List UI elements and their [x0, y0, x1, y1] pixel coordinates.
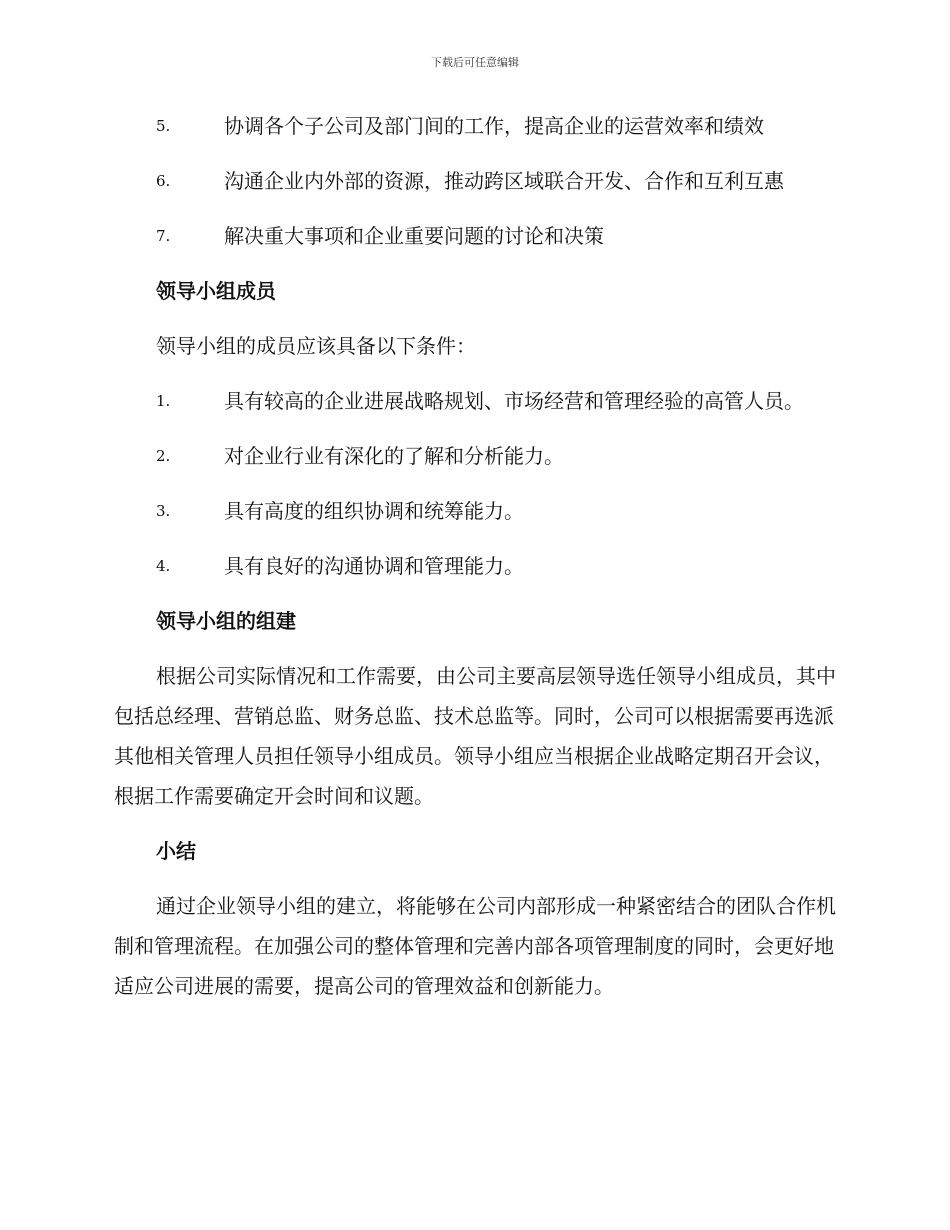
list-text: 沟通企业内外部的资源，推动跨区域联合开发、合作和互利互惠 — [224, 169, 784, 193]
list-item — [114, 161, 840, 216]
document-body — [114, 106, 840, 1021]
list-item — [114, 436, 840, 491]
summary-paragraph: 通过企业领导小组的建立，将能够在公司内部形成一种紧密结合的团队合作机制和管理流程。在加强公司的整体管理和完善内部各项管理制度的同时，会更好地适应公司进展的需要，提高公司的管理效益和创新能力。 — [114, 894, 836, 998]
build-paragraph: 根据公司实际情况和工作需要，由公司主要高层领导选任领导小组成员，其中包括总经理、营销总监、财务总监、技术总监等。同时，公司可以根据需要再选派其他相关管理人员担任领导小组成员。领导小组应当根据企业战略定期召开会议，根据工作需要确定开会时间和议题。 — [114, 664, 836, 808]
list-number: 2. — [156, 447, 171, 465]
list-text: 具有高度的组织协调和统筹能力。 — [224, 499, 524, 523]
list-item — [114, 546, 840, 601]
list-text: 具有较高的企业进展战略规划、市场经营和管理经验的高管人员。 — [224, 389, 804, 413]
list-item — [114, 106, 840, 161]
list-item — [114, 216, 840, 271]
section-heading-summary: 小结 — [156, 839, 196, 863]
list-item — [114, 381, 840, 421]
list-number: 5. — [156, 117, 171, 135]
members-intro: 领导小组的成员应该具备以下条件： — [156, 334, 476, 358]
list-item — [114, 491, 840, 546]
list-text: 解决重大事项和企业重要问题的讨论和决策 — [224, 224, 604, 248]
list-number: 4. — [156, 557, 171, 575]
list-text: 具有良好的沟通协调和管理能力。 — [224, 554, 524, 578]
list-number: 7. — [156, 227, 171, 245]
section-heading-members: 领导小组成员 — [156, 279, 276, 303]
page-header: 下载后可任意编辑 — [431, 56, 519, 69]
list-number: 1. — [156, 392, 171, 410]
list-text: 协调各个子公司及部门间的工作，提高企业的运营效率和绩效 — [224, 114, 764, 138]
list-text: 对企业行业有深化的了解和分析能力。 — [224, 444, 564, 468]
section-heading-build: 领导小组的组建 — [156, 609, 296, 633]
list-number: 3. — [156, 502, 171, 520]
list-number: 6. — [156, 172, 171, 190]
